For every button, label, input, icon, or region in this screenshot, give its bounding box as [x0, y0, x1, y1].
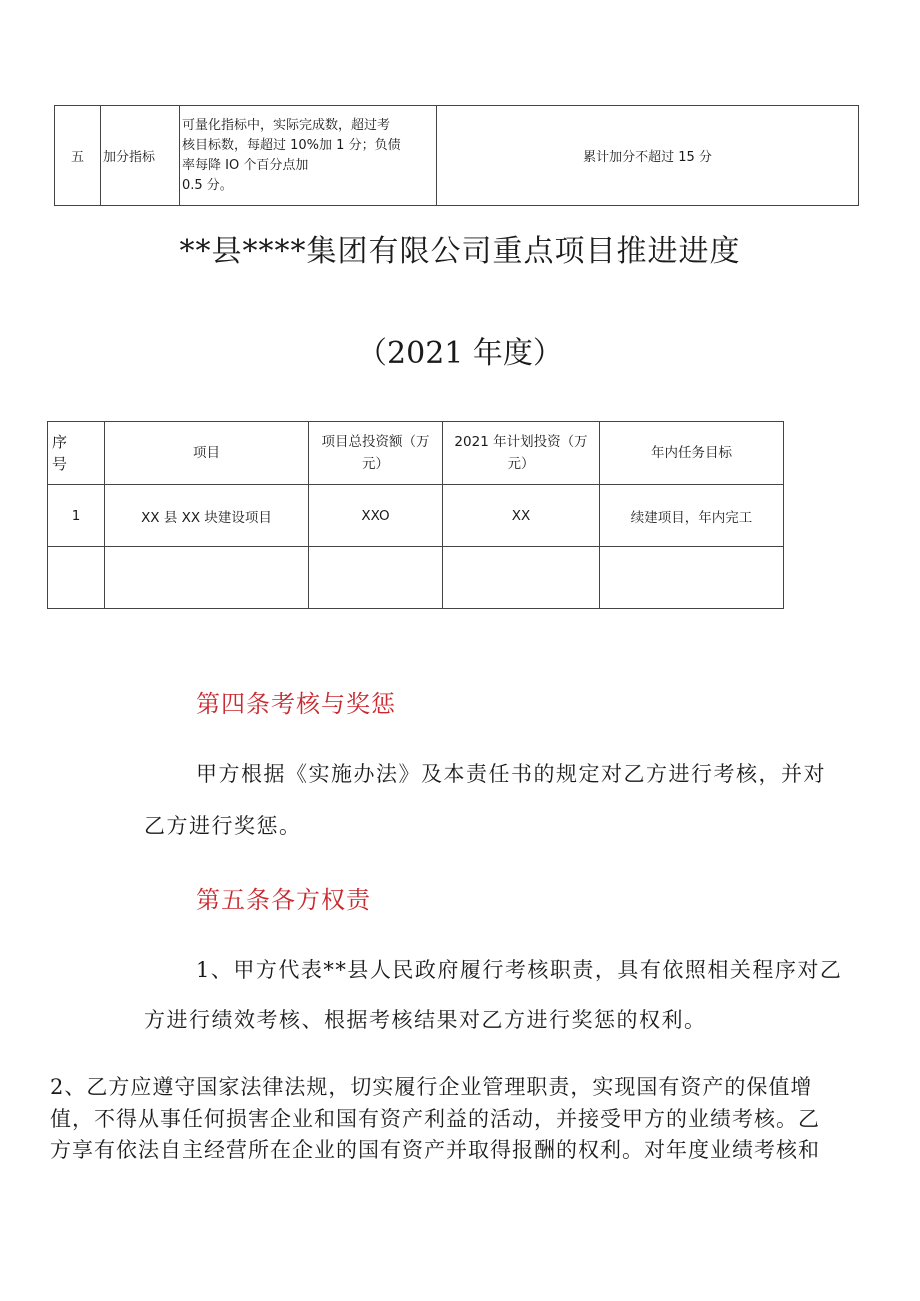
- bonus-desc-line: 率每降 IO 个百分点加: [182, 157, 309, 173]
- cell-seq: [48, 547, 105, 609]
- cell-plan: XX: [443, 485, 600, 547]
- bonus-name: 加分指标: [101, 106, 180, 206]
- header-total-line: 元）: [362, 456, 389, 472]
- bonus-indicator-table: [54, 105, 859, 206]
- header-total-line: 项目总投资额（万: [321, 434, 430, 450]
- bonus-desc-line: 0.5 分。: [182, 177, 233, 193]
- cell-seq: 1: [48, 485, 105, 547]
- table-row: [48, 485, 784, 547]
- cell-goal: 续建项目，年内完工: [600, 485, 784, 547]
- document-year: （2021 年度）: [357, 336, 563, 371]
- table-row: [55, 106, 859, 206]
- header-seq: [48, 422, 105, 485]
- section-5-paragraph-line: 方进行绩效考核、根据考核结果对乙方进行奖惩的权利。: [144, 1008, 707, 1032]
- section-5-paragraph-line: 方享有依法自主经营所在企业的国有资产并取得报酬的权利。对年度业绩考核和: [50, 1138, 820, 1162]
- cell-project: XX 县 XX 块建设项目: [105, 485, 309, 547]
- bonus-note: 累计加分不超过 15 分: [437, 106, 859, 206]
- bonus-desc-line: 核目标数，每超过 10%加 1 分；负债: [182, 137, 401, 153]
- header-project: 项目: [105, 422, 309, 485]
- header-seq-line: 序: [52, 433, 68, 451]
- cell-goal: [600, 547, 784, 609]
- cell-total: XXO: [309, 485, 443, 547]
- project-progress-table: [47, 421, 784, 609]
- table-header-row: [48, 422, 784, 485]
- section-5-paragraph-line: 1、甲方代表**县人民政府履行考核职责，具有依照相关程序对乙: [196, 958, 843, 982]
- header-plan-line: 2021 年计划投资（万: [454, 434, 588, 450]
- bonus-description: [180, 106, 437, 206]
- cell-total: [309, 547, 443, 609]
- header-goal: 年内任务目标: [600, 422, 784, 485]
- section-4-line: 乙方进行奖惩。: [144, 814, 302, 838]
- header-plan-investment: [443, 422, 600, 485]
- cell-plan: [443, 547, 600, 609]
- header-plan-line: 元）: [507, 456, 535, 472]
- bonus-desc-line: 可量化指标中，实际完成数，超过考: [182, 117, 391, 133]
- document-title: **县****集团有限公司重点项目推进进度: [179, 234, 741, 269]
- header-seq-line: 号: [52, 455, 68, 473]
- bonus-number: 五: [55, 106, 101, 206]
- cell-project: [105, 547, 309, 609]
- section-4-line: 甲方根据《实施办法》及本责任书的规定对乙方进行考核，并对: [196, 762, 826, 786]
- section-5-heading: 第五条各方权责: [196, 886, 371, 914]
- section-5-paragraph-line: 2、乙方应遵守国家法律法规，切实履行企业管理职责，实现国有资产的保值增: [50, 1075, 813, 1099]
- header-total-investment: [309, 422, 443, 485]
- section-4-heading: 第四条考核与奖惩: [196, 690, 396, 718]
- table-row: [48, 547, 784, 609]
- section-5-paragraph-line: 值，不得从事任何损害企业和国有资产利益的活动，并接受甲方的业绩考核。乙: [50, 1107, 820, 1131]
